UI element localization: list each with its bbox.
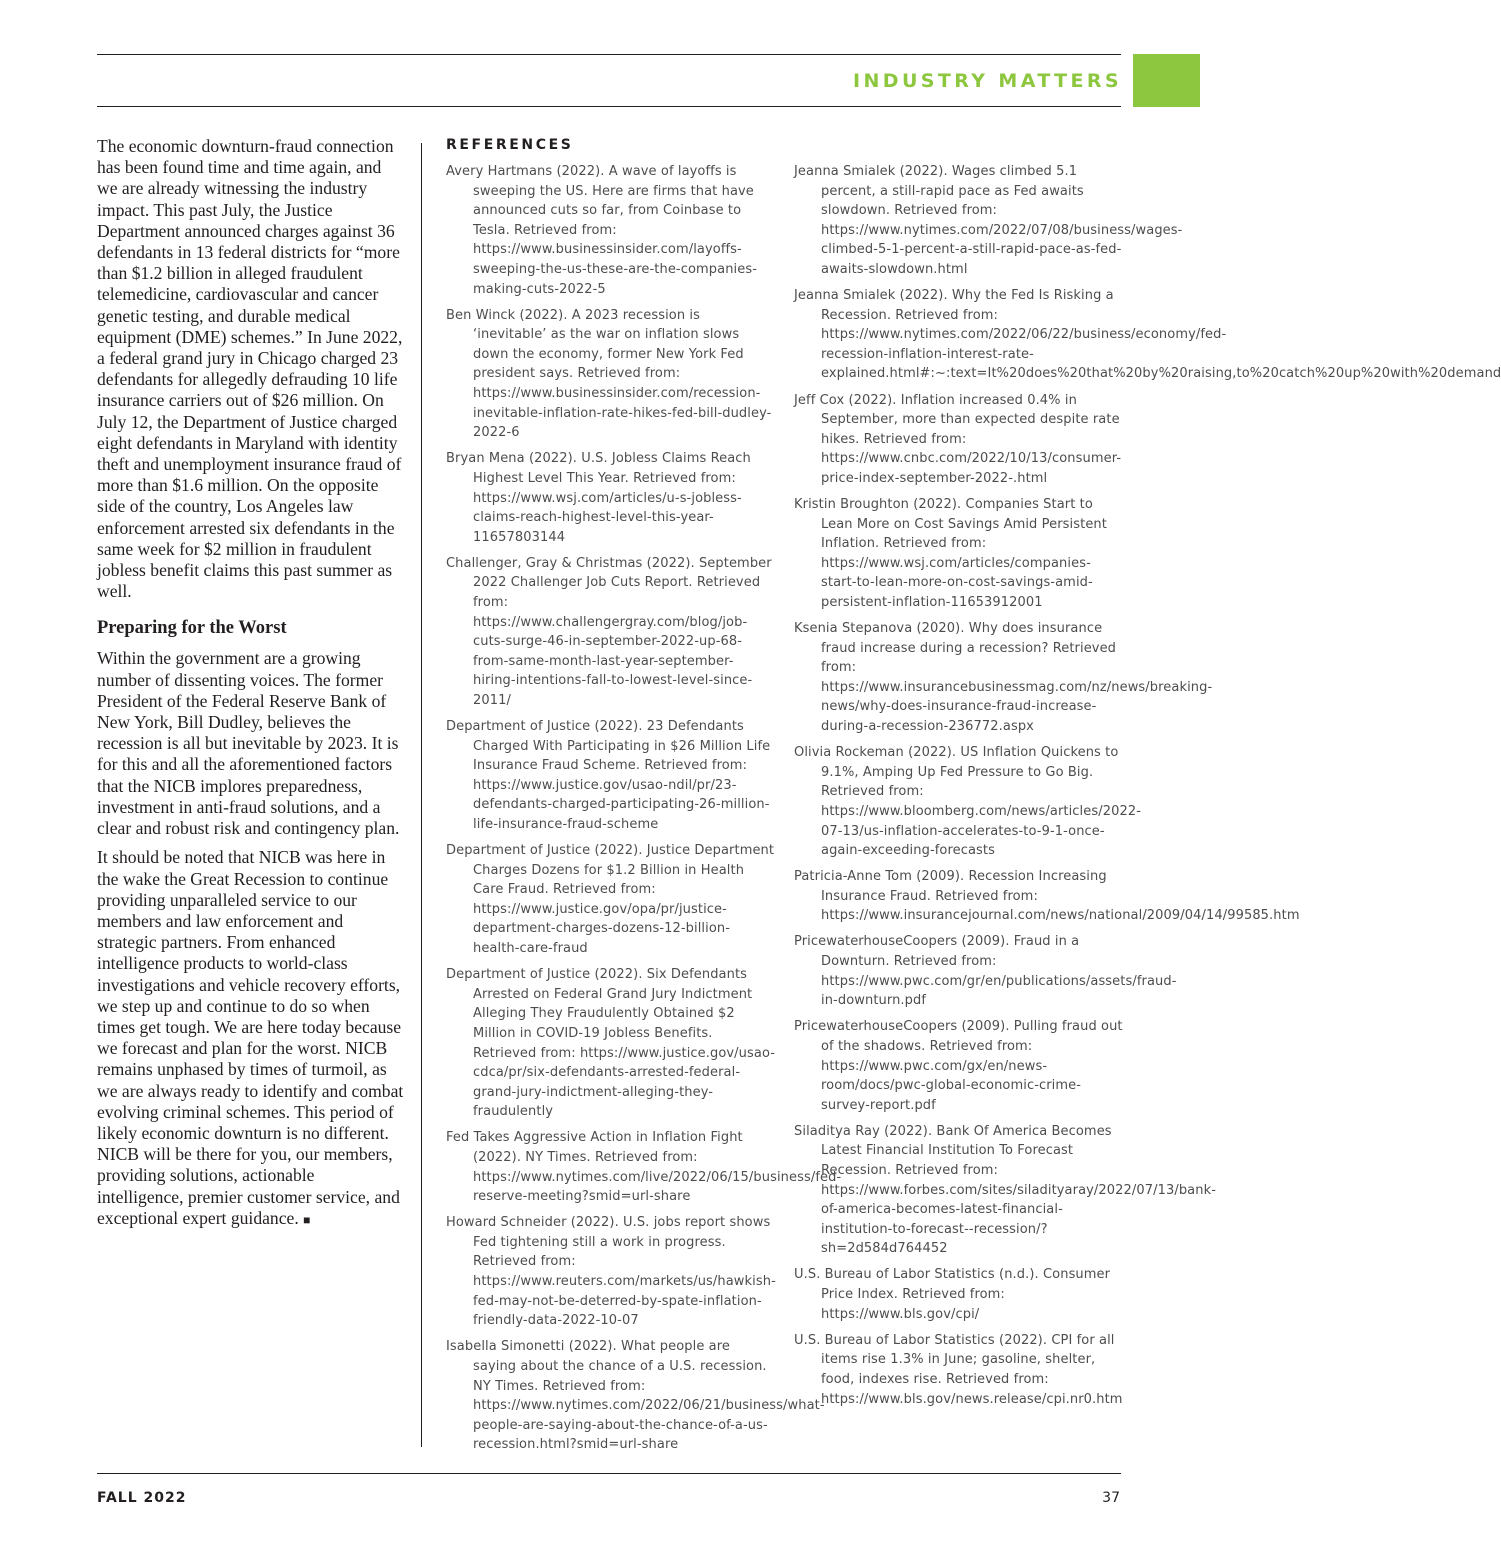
reference-entry: Howard Schneider (2022). U.S. jobs report shows Fed tightening still a work in progress. Retrieved from: https://www.reuters.com/markets/us/hawkish-fed-may-not-be-deterred-by-spate-inflation-friendly-data-2022-10-07 [446,1215,776,1329]
reference-entry: Department of Justice (2022). 23 Defendants Charged With Participating in $26 Million Life Insurance Fraud Scheme. Retrieved from: https://www.justice.gov/usao-ndil/pr/23-defendants-charged-participating-26-million-life-insurance-fraud-scheme [446,719,771,832]
reference-entry: Patricia-Anne Tom (2009). Recession Increasing Insurance Fraud. Retrieved from: https://www.insurancejournal.com/news/national/2009/04/14/99585.htm [794,869,1300,924]
reference-entry: U.S. Bureau of Labor Statistics (n.d.). Consumer Price Index. Retrieved from: https://www.bls.gov/cpi/ [794,1267,1111,1322]
section-color-tab [1133,54,1200,107]
reference-entry: Ksenia Stepanova (2020). Why does insurance fraud increase during a recession? Retrieved from: https://www.insurancebusinessmag.com/nz/news/breaking-news/why-does-insurance-fraud-increase-during-a-recession-236772.aspx [794,621,1213,735]
reference-entry: Kristin Broughton (2022). Companies Start to Lean More on Cost Savings Amid Persistent Inflation. Retrieved from: https://www.wsj.com/articles/companies-start-to-lean-more-on-cost-savings-amid-persistent-inflation-11653912001 [794,497,1107,610]
article-subheading: Preparing for the Worst [97,618,287,639]
page-number: 37 [1102,1490,1120,1506]
reference-entry: Jeanna Smialek (2022). Why the Fed Is Risking a Recession. Retrieved from: https://www.nytimes.com/2022/06/22/business/economy/fed-recession-inflation-interest-rate-explained.html#:~:text=It%20does%20that%20by%20raising,to%20catch%20up%20with%20demand [794,288,1501,382]
references-column-right [794,162,1501,1416]
article-paragraph-1: The economic downturn-fraud connection has been found time and time again, and we are already witnessing the industry impact. This past July, the Justice Department announced charges against 36 defendants in 13 federal districts for “more than $1.2 billion in alleged fraudulent telemedicine, cardiovascular and cancer genetic testing, and durable medical equipment (DME) schemes.” In June 2022, a federal grand jury in Chicago charged 23 defendants for allegedly defrauding 10 life insurance carriers out of $26 million. On July 12, the Department of Justice charged eight defendants in Maryland with identity theft and unemployment insurance fraud of more than $1.6 million. On the opposite side of the country, Los Angeles law enforcement arrested six defendants in the same week for $2 million in fraudulent jobless benefit claims this past summer as well. [97,136,403,602]
article-paragraph-3-text: It should be noted that NICB was here in the wake the Great Recession to continue providing unparalleled service to our members and law enforcement and strategic partners. From enhanced intelligence products to world-class investigations and vehicle recovery efforts, we step up and continue to do so when times get tough. We are here today because we forecast and plan for the worst. NICB remains unphased by times of turmoil, as we are always ready to identify and combat evolving criminal schemes. This period of likely economic downturn is no different. NICB will be there for you, our members, providing solutions, actionable intelligence, premier customer service, and exceptional expert guidance. [97,847,404,1228]
references-heading: REFERENCES [446,137,574,153]
reference-entry: Jeff Cox (2022). Inflation increased 0.4% in September, more than expected despite rate hikes. Retrieved from: https://www.cnbc.com/2022/10/13/consumer-price-index-september-2022-.html [794,392,1122,486]
footer-rule [97,1473,1121,1474]
reference-entry: U.S. Bureau of Labor Statistics (2022). CPI for all items rise 1.3% in June; gasoline, shelter, food, indexes rise. Retrieved from: https://www.bls.gov/news.release/cpi.nr0.htm [794,1332,1123,1407]
reference-entry: Isabella Simonetti (2022). What people are saying about the chance of a U.S. recession. NY Times. Retrieved from: https://www.nytimes.com/2022/06/21/business/what-people-are-saying-about-the-chance-of-a-us-recession.html?smid=url-share [446,1339,825,1453]
references-column-left [446,162,842,1461]
article-paragraph-2: Within the government are a growing number of dissenting voices. The former President of the Federal Reserve Bank of New York, Bill Dudley, believes the recession is all but inevitable by 2023. It is for this and all the aforementioned factors that the NICB implores preparedness, investment in anti-fraud solutions, and a clear and robust risk and contingency plan. [97,648,400,839]
reference-entry: Olivia Rockeman (2022). US Inflation Quickens to 9.1%, Amping Up Fed Pressure to Go Big. Retrieved from: https://www.bloomberg.com/news/articles/2022-07-13/us-inflation-accelerates-to-9-1-once-again-exceeding-forecasts [794,745,1141,859]
reference-entry: Siladitya Ray (2022). Bank Of America Becomes Latest Financial Institution To Forecast Recession. Retrieved from: https://www.forbes.com/sites/siladityaray/2022/07/13/bank-of-america-becomes-latest-financial-institution-to-forecast--recession/?sh=2d584d764452 [794,1123,1216,1257]
section-title: INDUSTRY MATTERS [853,70,1122,92]
reference-entry: Department of Justice (2022). Justice Department Charges Dozens for $1.2 Billion in Health Care Fraud. Retrieved from: https://www.justice.gov/opa/pr/justice-department-charges-dozens-12-billion-health-care-fraud [446,843,775,957]
reference-entry: Ben Winck (2022). A 2023 recession is ‘inevitable’ as the war on inflation slows down the economy, former New York Fed president says. Retrieved from: https://www.businessinsider.com/recession-inevitable-inflation-rate-hikes-fed-bill-dudley-2022-6 [446,307,772,441]
reference-entry: Avery Hartmans (2022). A wave of layoffs is sweeping the US. Here are firms that have announced cuts so far, from Coinbase to Tesla. Retrieved from: https://www.businessinsider.com/layoffs-sweeping-the-us-these-are-the-companies-making-cuts-2022-5 [446,164,758,297]
column-divider [421,143,422,1447]
header-rule [97,106,1121,107]
article-column [97,136,405,1239]
reference-entry: Department of Justice (2022). Six Defendants Arrested on Federal Grand Jury Indictment Alleging They Fraudulently Obtained $2 Million in COVID-19 Jobless Benefits. Retrieved from: https://www.justice.gov/usao-cdca/pr/six-defendants-arrested-federal-grand-jury-indictment-alleging-they-fraudulently [446,967,776,1120]
footer-issue-label: FALL 2022 [97,1490,187,1506]
reference-entry: Fed Takes Aggressive Action in Inflation Fight (2022). NY Times. Retrieved from: https://www.nytimes.com/live/2022/06/15/business/fed-reserve-meeting?smid=url-share [446,1130,842,1205]
top-rule [97,54,1121,55]
reference-entry: PricewaterhouseCoopers (2009). Fraud in a Downturn. Retrieved from: https://www.pwc.com/gr/en/publications/assets/fraud-in-downturn.pdf [794,934,1177,1009]
end-of-article-mark: ■ [303,1212,311,1227]
reference-entry: Challenger, Gray & Christmas (2022). September 2022 Challenger Job Cuts Report. Retrieved from: https://www.challengergray.com/blog/job-cuts-surge-46-in-september-2022-up-68-from-same-month-last-year-september-hiring-intentions-fall-to-lowest-level-since-2011/ [446,555,772,708]
reference-entry: PricewaterhouseCoopers (2009). Pulling fraud out of the shadows. Retrieved from: https://www.pwc.com/gx/en/news-room/docs/pwc-global-economic-crime-survey-report.pdf [794,1019,1123,1113]
reference-entry: Jeanna Smialek (2022). Wages climbed 5.1 percent, a still-rapid pace as Fed awaits slowdown. Retrieved from: https://www.nytimes.com/2022/07/08/business/wages-climbed-5-1-percent-a-still-rapid-pace-as-fed-awaits-slowdown.html [794,164,1183,277]
reference-entry: Bryan Mena (2022). U.S. Jobless Claims Reach Highest Level This Year. Retrieved from: https://www.wsj.com/articles/u-s-jobless-claims-reach-highest-level-this-year-11657803144 [446,451,751,545]
article-paragraph-3 [97,847,405,1231]
